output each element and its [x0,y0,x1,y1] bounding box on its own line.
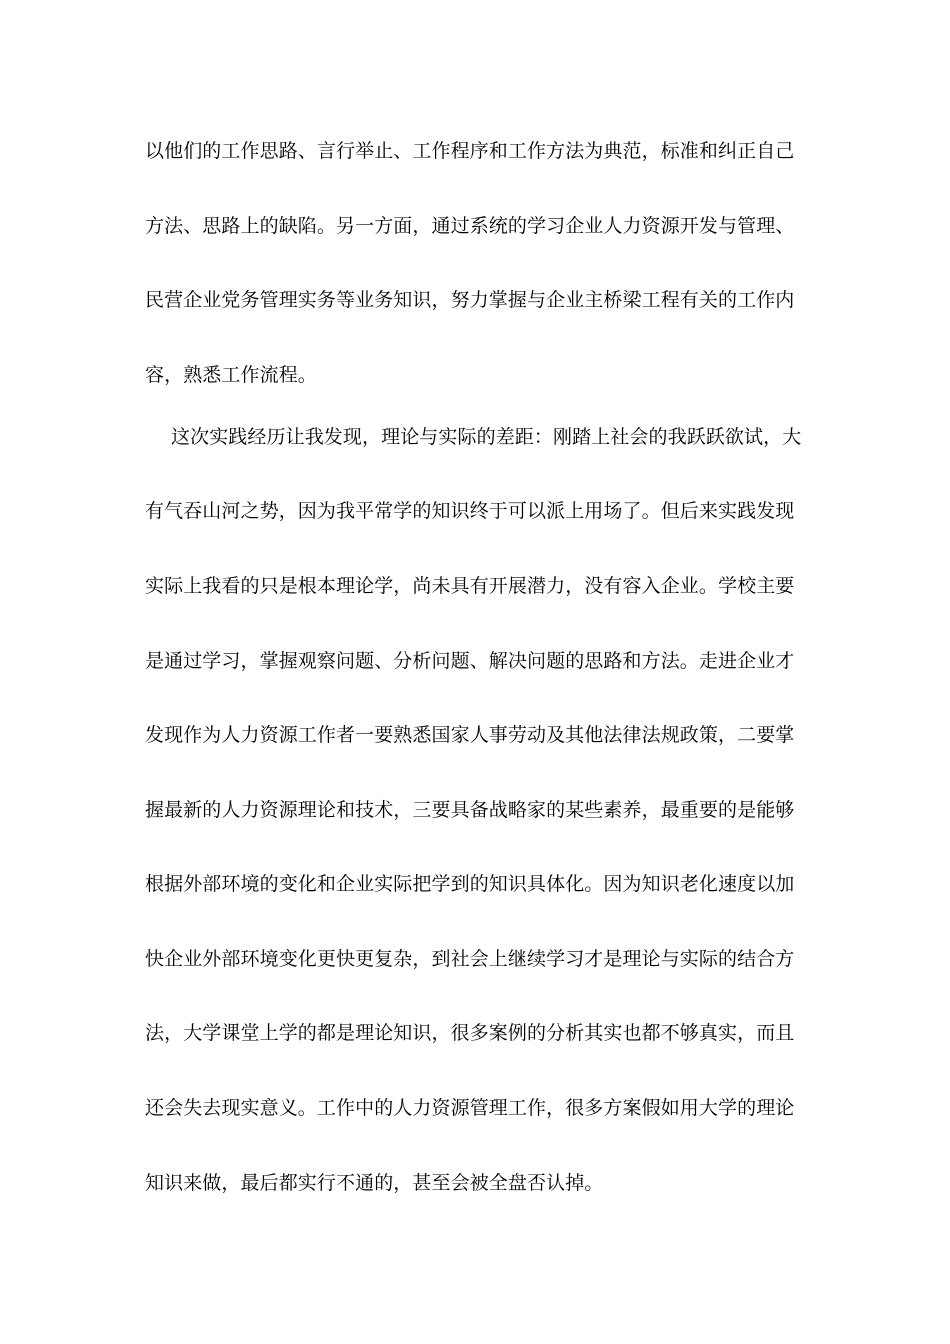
text-line: 以他们的工作思路、言行举止、工作程序和工作方法为典范，标准和纠正自己 [145,140,795,162]
text-line: 根据外部环境的变化和企业实际把学到的知识具体化。因为知识老化速度以加 [145,873,795,895]
text-line: 知识来做，最后都实行不通的，甚至会被全盘否认掉。 [145,1172,604,1194]
text-line: 还会失去现实意义。工作中的人力资源管理工作，很多方案假如用大学的理论 [145,1097,795,1119]
text-line: 发现作为人力资源工作者一要熟悉国家人事劳动及其他法律法规政策，二要掌 [145,724,795,746]
text-line: 握最新的人力资源理论和技术，三要具备战略家的某些素养，最重要的是能够 [145,799,795,821]
text-line: 容，熟悉工作流程。 [145,364,317,386]
paragraph-first-line: 这次实践经历让我发现，理论与实际的差距：刚踏上社会的我跃跃欲试，大 [171,426,802,448]
text-line: 方法、思路上的缺陷。另一方面，通过系统的学习企业人力资源开发与管理、 [145,215,795,237]
text-line: 是通过学习，掌握观察问题、分析问题、解决问题的思路和方法。走进企业才 [145,650,795,672]
text-line: 快企业外部环境变化更快更复杂，到社会上继续学习才是理论与实际的结合方 [145,948,795,970]
text-line: 民营企业党务管理实务等业务知识，努力掌握与企业主桥梁工程有关的工作内 [145,289,795,311]
text-line: 法，大学课堂上学的都是理论知识，很多案例的分析其实也都不够真实，而且 [145,1022,795,1044]
text-line: 有气吞山河之势，因为我平常学的知识终于可以派上用场了。但后来实践发现 [145,500,795,522]
text-line: 实际上我看的只是根本理论学，尚未具有开展潜力，没有容入企业。学校主要 [145,575,795,597]
